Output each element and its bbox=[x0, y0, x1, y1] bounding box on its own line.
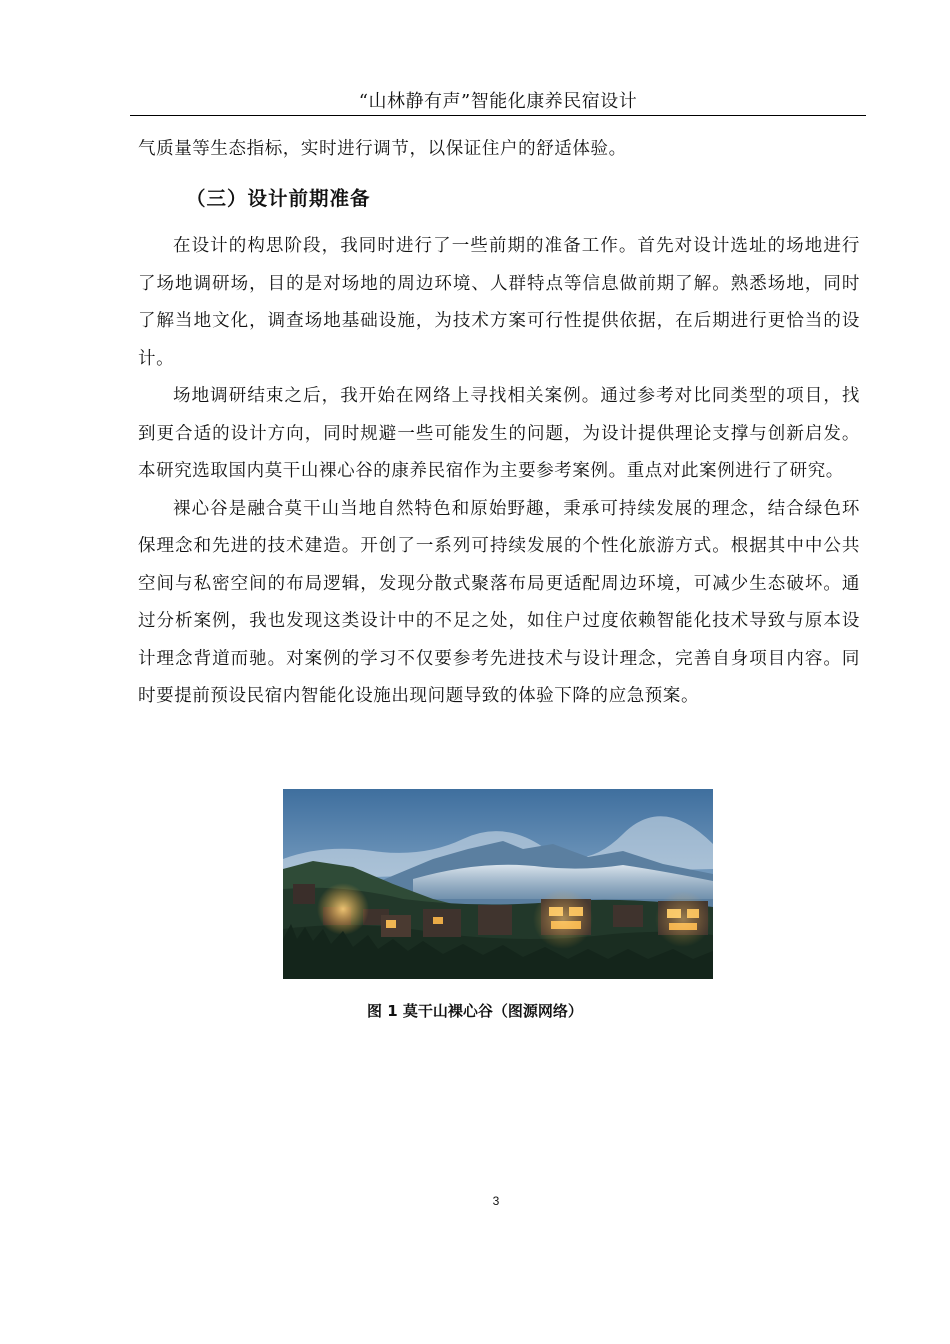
continuation-paragraph: 气质量等生态指标，实时进行调节，以保证住户的舒适体验。 bbox=[138, 139, 627, 159]
page-number: 3 bbox=[492, 1194, 500, 1208]
paragraph-2: 场地调研结束之后，我开始在网络上寻找相关案例。通过参考对比同类型的项目，找到更合适的设计方向，同时规避一些可能发生的问题，为设计提供理论支撑与创新启发。本研究选取国内莫干山裸心谷的康养民宿作为主要参考案例。重点对此案例进行了研究。 bbox=[138, 386, 860, 481]
paragraph-3: 裸心谷是融合莫干山当地自然特色和原始野趣，秉承可持续发展的理念，结合绿色环保理念和先进的技术建造。开创了一系列可持续发展的个性化旅游方式。根据其中中公共空间与私密空间的布局逻辑，发现分散式聚落布局更适配周边环境，可减少生态破坏。通过分析案例，我也发现这类设计中的不足之处，如住户过度依赖智能化技术导致与原本设计理念背道而驰。对案例的学习不仅要参考先进技术与设计理念，完善自身项目内容。同时要提前预设民宿内智能化设施出现问题导致的体验下降的应急预案。 bbox=[138, 498, 860, 706]
paragraph-1: 在设计的构思阶段，我同时进行了一些前期的准备工作。首先对设计选址的场地进行了场地调研场，目的是对场地的周边环境、人群特点等信息做前期了解。熟悉场地，同时了解当地文化，调查场地基础设施，为技术方案可行性提供依据，在后期进行更恰当的设计。 bbox=[138, 236, 860, 369]
section-heading: （三）设计前期准备 bbox=[186, 187, 371, 210]
resort-photo bbox=[283, 789, 713, 979]
running-header: “山林静有声”智能化康养民宿设计 bbox=[358, 91, 638, 112]
body-paragraphs bbox=[138, 228, 860, 716]
header-divider bbox=[130, 115, 866, 116]
figure-caption: 图 1 莫干山裸心谷（图源网络） bbox=[367, 1002, 583, 1020]
